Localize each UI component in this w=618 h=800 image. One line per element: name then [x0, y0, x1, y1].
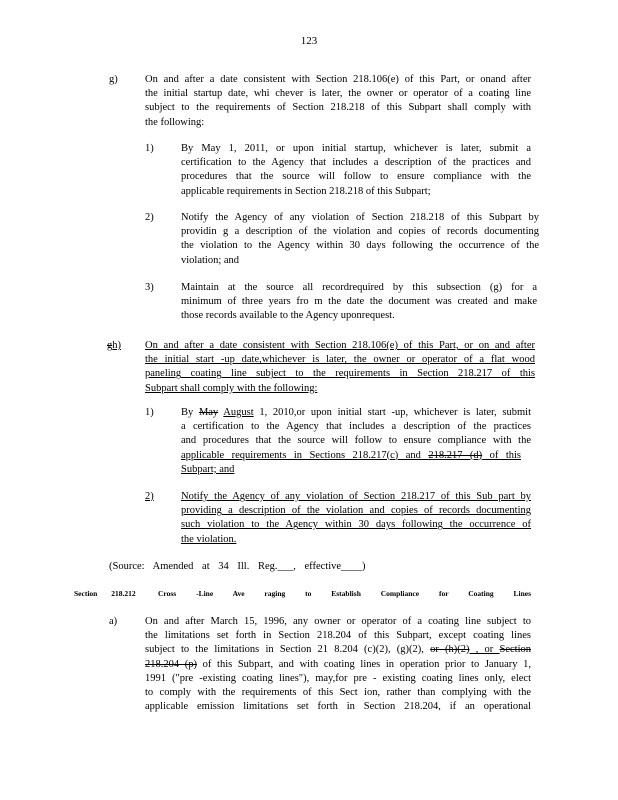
item-g3-text: Maintain at the source all recordrequired by this subsection (g) for a minimum of three years fro m the date the document was created and make those records available to the Agency uponrequest. — [181, 282, 537, 322]
item-g2-text: Notify the Agency of any violation of Section 218.218 of this Subpart by providin g a description of the violation and copies of records documenting the violation to the Agency within 30 days following the occurrence of the violation; and — [181, 212, 539, 266]
item-g-text: On and after a date consistent with Section 218.106(e) of this Part, or onand after the initial startup date, whi chever is later, the owner or operator of a coating line subject to the requirements of Section 218.218 of this Subpart shall comply with the following: — [145, 74, 531, 128]
item-h2-label: 2) — [145, 491, 154, 502]
source-note: (Source: Amended at 34 Ill. Reg.___, effective____) — [109, 561, 366, 572]
item-h2-text: Notify the Agency of any violation of Section 218.217 of this Sub part by providing a description of the violation and copies of records documenting such violation to the Agency within 30 days following the occurrence of the violation. — [181, 491, 531, 545]
item-g3-label: 3) — [145, 282, 154, 293]
item-h-label: gh) — [107, 340, 121, 351]
item-a-text: On and after March 15, 1996, any owner or operator of a coating line subject to the limitations set forth in Section 218.204 of this Subpart, except coating lines subject to the limitations in Section 21 8.204 (c)(2), (g)(2), or (h)(2) , or Section 218.204 (p) of this Subpart, and with coating lines in operation prior to January 1, 1991 ("pre -existing coating lines"), may,for pre - existing coating lines only, elect to comply with the requirements of this Sect ion, rather than complying with the applicable emission limitations set forth in Section 218.204, if an operational — [145, 616, 532, 713]
item-g1-text: By May 1, 2011, or upon initial startup, whichever is later, submit a certification to the Agency that includes a description of the practices and procedures that the source will follow to ensure compliance with the applicable requirements in Section 218.218 of this Subpart; — [181, 143, 531, 197]
item-g1-label: 1) — [145, 143, 154, 154]
section-title: Cross -Line Ave raging to Establish Compliance for Coating Lines — [158, 589, 532, 598]
item-g2-label: 2) — [145, 212, 154, 223]
item-a-label: a) — [109, 616, 118, 627]
section-number: Section 218.212 — [74, 589, 136, 598]
item-h1-label: 1) — [145, 407, 154, 418]
item-h-text: On and after a date consistent with Section 218.106(e) of this Part, or on and after the initial start -up date,whichever is later, the owner or operator of a flat wood paneling coating line subject to the requirements in Section 218.217 of this Subpart shall comply with the following: — [145, 340, 535, 394]
item-h1-text: By May August 1, 2010,or upon initial start -up, whichever is later, submit a certification to the Agency that includes a description of the practices and procedures that the source will follow to ensure compliance with the applicable requirements in Sections 218.217(c) and 218.217 (d) of this Subpart; and — [181, 407, 532, 475]
page-number: 123 — [300, 35, 318, 47]
item-g-label: g) — [109, 74, 118, 85]
